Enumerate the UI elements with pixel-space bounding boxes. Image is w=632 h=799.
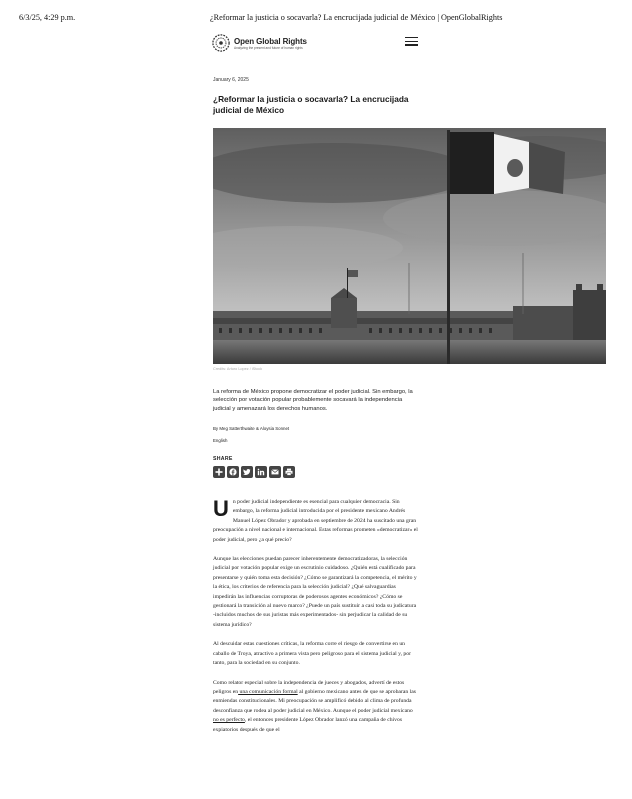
paragraph-4-text-b: al gobierno mexicano antes de que se aprobaran las enmiendas constitucionales. Mi preocupación se amplificó debido al clima de profunda desconfianza que rodea al poder judicial en México. Aunque el poder judicial mexicano [213,688,416,714]
paragraph-2: Aunque las elecciones puedan parecer inherentemente democratizadoras, la selección judicial por votación popular exige un escrutinio cuidadoso. ¿Quién está cualificado para presentarse y quién toma esta decisión? ¿Cómo se garantizará la competencia, el mérito y la ética, los criterios de referencia para la selección judicial? ¿Qué salvaguardias impedirán las influencias corruptoras de poderosos agentes económicos? ¿Cómo se gestionará la transición al nuevo marco? ¿Puede un país sustituir a casi toda su judicatura -incluidos muchos de sus juristas más experimentados- sin perjudicar la calidad de su sistema jurídico? [213,556,417,628]
site-header [212,33,419,55]
print-date: 6/3/25, 4:29 p.m. [19,13,76,22]
twitter-icon[interactable] [241,466,253,478]
article-date: January 6, 2025 [213,77,249,83]
article-byline: By Meg Satterthwaite & Aloysia Sonnet [213,426,290,431]
share-bar [213,466,295,478]
link-not-perfect[interactable]: no es perfecto [213,717,245,724]
paragraph-4-text-a: Como relator especial sobre la independencia de jueces y abogados, advertí de estos peligros en [213,679,405,695]
email-icon[interactable] [269,466,281,478]
drop-cap: U [213,496,229,521]
hamburger-menu-icon[interactable] [405,37,418,47]
hero-image [213,128,606,364]
link-formal-communication[interactable]: una comunicación formal [238,688,298,695]
image-credit: Credits: Arturo Lopez / iStock [213,367,263,371]
paragraph-1 [213,498,418,545]
paragraph-3: Al descuidar estas cuestiones críticas, la reforma corre el riesgo de convertirse en un caballo de Troya, atractivo a primera vista pero peligroso para el sistema judicial y, por tanto, para la sociedad en su conjunto. [213,641,411,667]
plus-icon[interactable] [213,466,225,478]
logo-name: Open Global Rights [234,36,307,46]
paragraph-4 [213,679,418,735]
print-icon[interactable] [283,466,295,478]
language-link[interactable]: English [213,438,228,443]
logo-tagline: Analyzing the present and future of human rights [234,45,303,50]
article-summary: La reforma de México propone democratizar el poder judicial. Sin embargo, la selección por votación popular probablemente socavará la independencia judicial y amenazará los derechos humanos. [213,389,413,412]
share-label: SHARE [213,456,233,462]
facebook-icon[interactable] [227,466,239,478]
article-body [213,498,418,745]
site-logo[interactable] [212,33,307,53]
paragraph-1-text: n poder judicial independiente es esencial para cualquier democracia. Sin embargo, la reforma judicial introducida por el presidente mexicano Andrés Manuel López Obrador y aprobada en septiembre de 2024 ha suscitado una gran preocupación a nivel nacional e internacional. Estas reformas prometen «democratizar» el poder judicial, pero ¿a qué precio? [213,499,418,543]
paragraph-4-text-c: , el entonces presidente López Obrador lanzó una campaña de chivos expiatorios después de que el [213,717,403,733]
article-title: ¿Reformar la justicia o socavarla? La encrucijada judicial de México [213,94,409,115]
print-page-title: ¿Reformar la justicia o socavarla? La encrucijada judicial de México | OpenGlobalRights [210,13,503,22]
linkedin-icon[interactable] [255,466,267,478]
globe-logo-icon [212,34,230,52]
